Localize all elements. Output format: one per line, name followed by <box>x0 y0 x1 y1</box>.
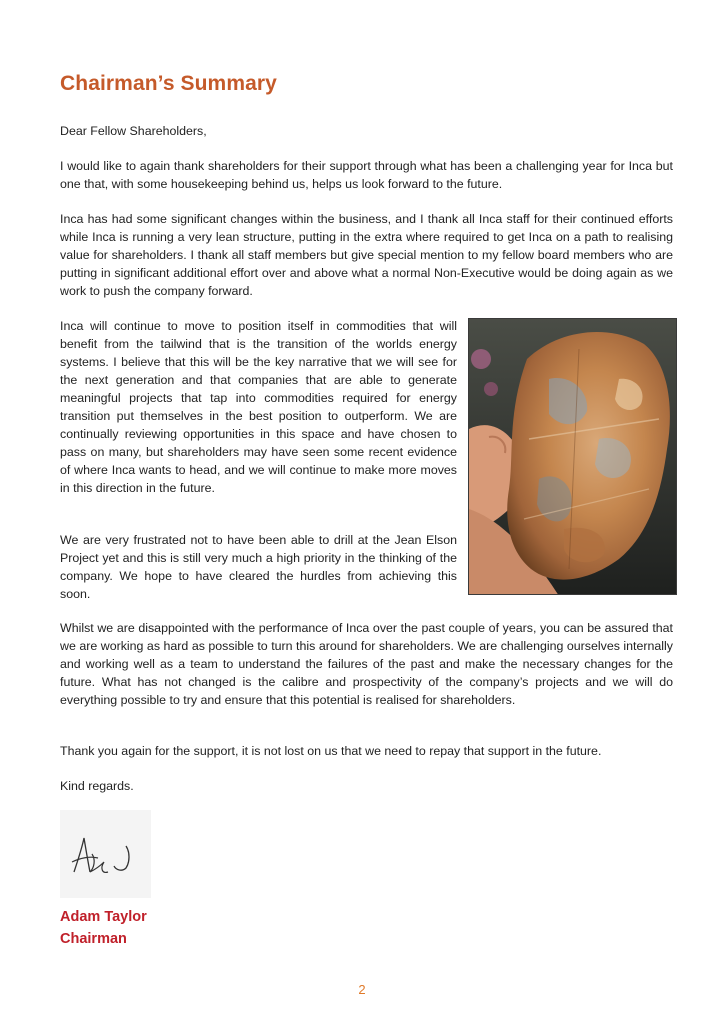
signature <box>60 810 151 898</box>
paragraph-6: Thank you again for the support, it is not lost on us that we need to repay that support in the future. <box>60 744 602 758</box>
paragraph-1: I would like to again thank shareholders for their support through what has been a challenging year for Inca but one that, with some housekeeping behind us, helps us look forward to the future. <box>60 159 673 191</box>
signatory-name: Adam Taylor <box>60 909 147 925</box>
handwritten-signature <box>60 810 151 898</box>
page-title: Chairman’s Summary <box>60 72 277 95</box>
paragraph-3: Inca will continue to move to position itself in commodities that will benefit from the tailwind that is the transition of the worlds energy systems. I believe that this will be the key narrative that we will see for the next generation and that companies that are able to generate meaningful projects that tap into commodities required for energy transition put themselves in the best position to outperform. We are continually reviewing opportunities in this space and have chosen to pass on many, but shareholders may have seen some recent evidence of where Inca wants to head, and we will continue to make more moves in this direction in the future. <box>60 319 457 495</box>
rock-sample-photo <box>468 318 677 595</box>
signatory-role: Chairman <box>60 931 127 947</box>
page-number: 2 <box>358 982 366 997</box>
closing: Kind regards. <box>60 779 134 793</box>
paragraph-5: Whilst we are disappointed with the performance of Inca over the past couple of years, you can be assured that we are working as hard as possible to turn this around for shareholders. We are challenging ourselves internally and working well as a team to understand the failures of the past and make the necessary changes for the future. What has not changed is the calibre and prospectivity of the company’s projects and we will do everything possible to try and ensure that this potential is realised for shareholders. <box>60 621 673 707</box>
paragraph-4: We are very frustrated not to have been able to drill at the Jean Elson Project yet and this is still very much a high priority in the thinking of the company. We hope to have cleared the hurdles from achieving this soon. <box>60 533 457 601</box>
paragraph-2: Inca has had some significant changes within the business, and I thank all Inca staff for their continued efforts while Inca is running a very lean structure, putting in the extra where required to get Inca on a path to realising value for shareholders. I thank all staff members but give special mention to my fellow board members who are putting in significant additional effort over and above what a normal Non-Executive would be doing again as we work to push the company forward. <box>60 212 673 298</box>
rock-sample-illustration <box>469 319 677 595</box>
salutation: Dear Fellow Shareholders, <box>60 124 207 138</box>
